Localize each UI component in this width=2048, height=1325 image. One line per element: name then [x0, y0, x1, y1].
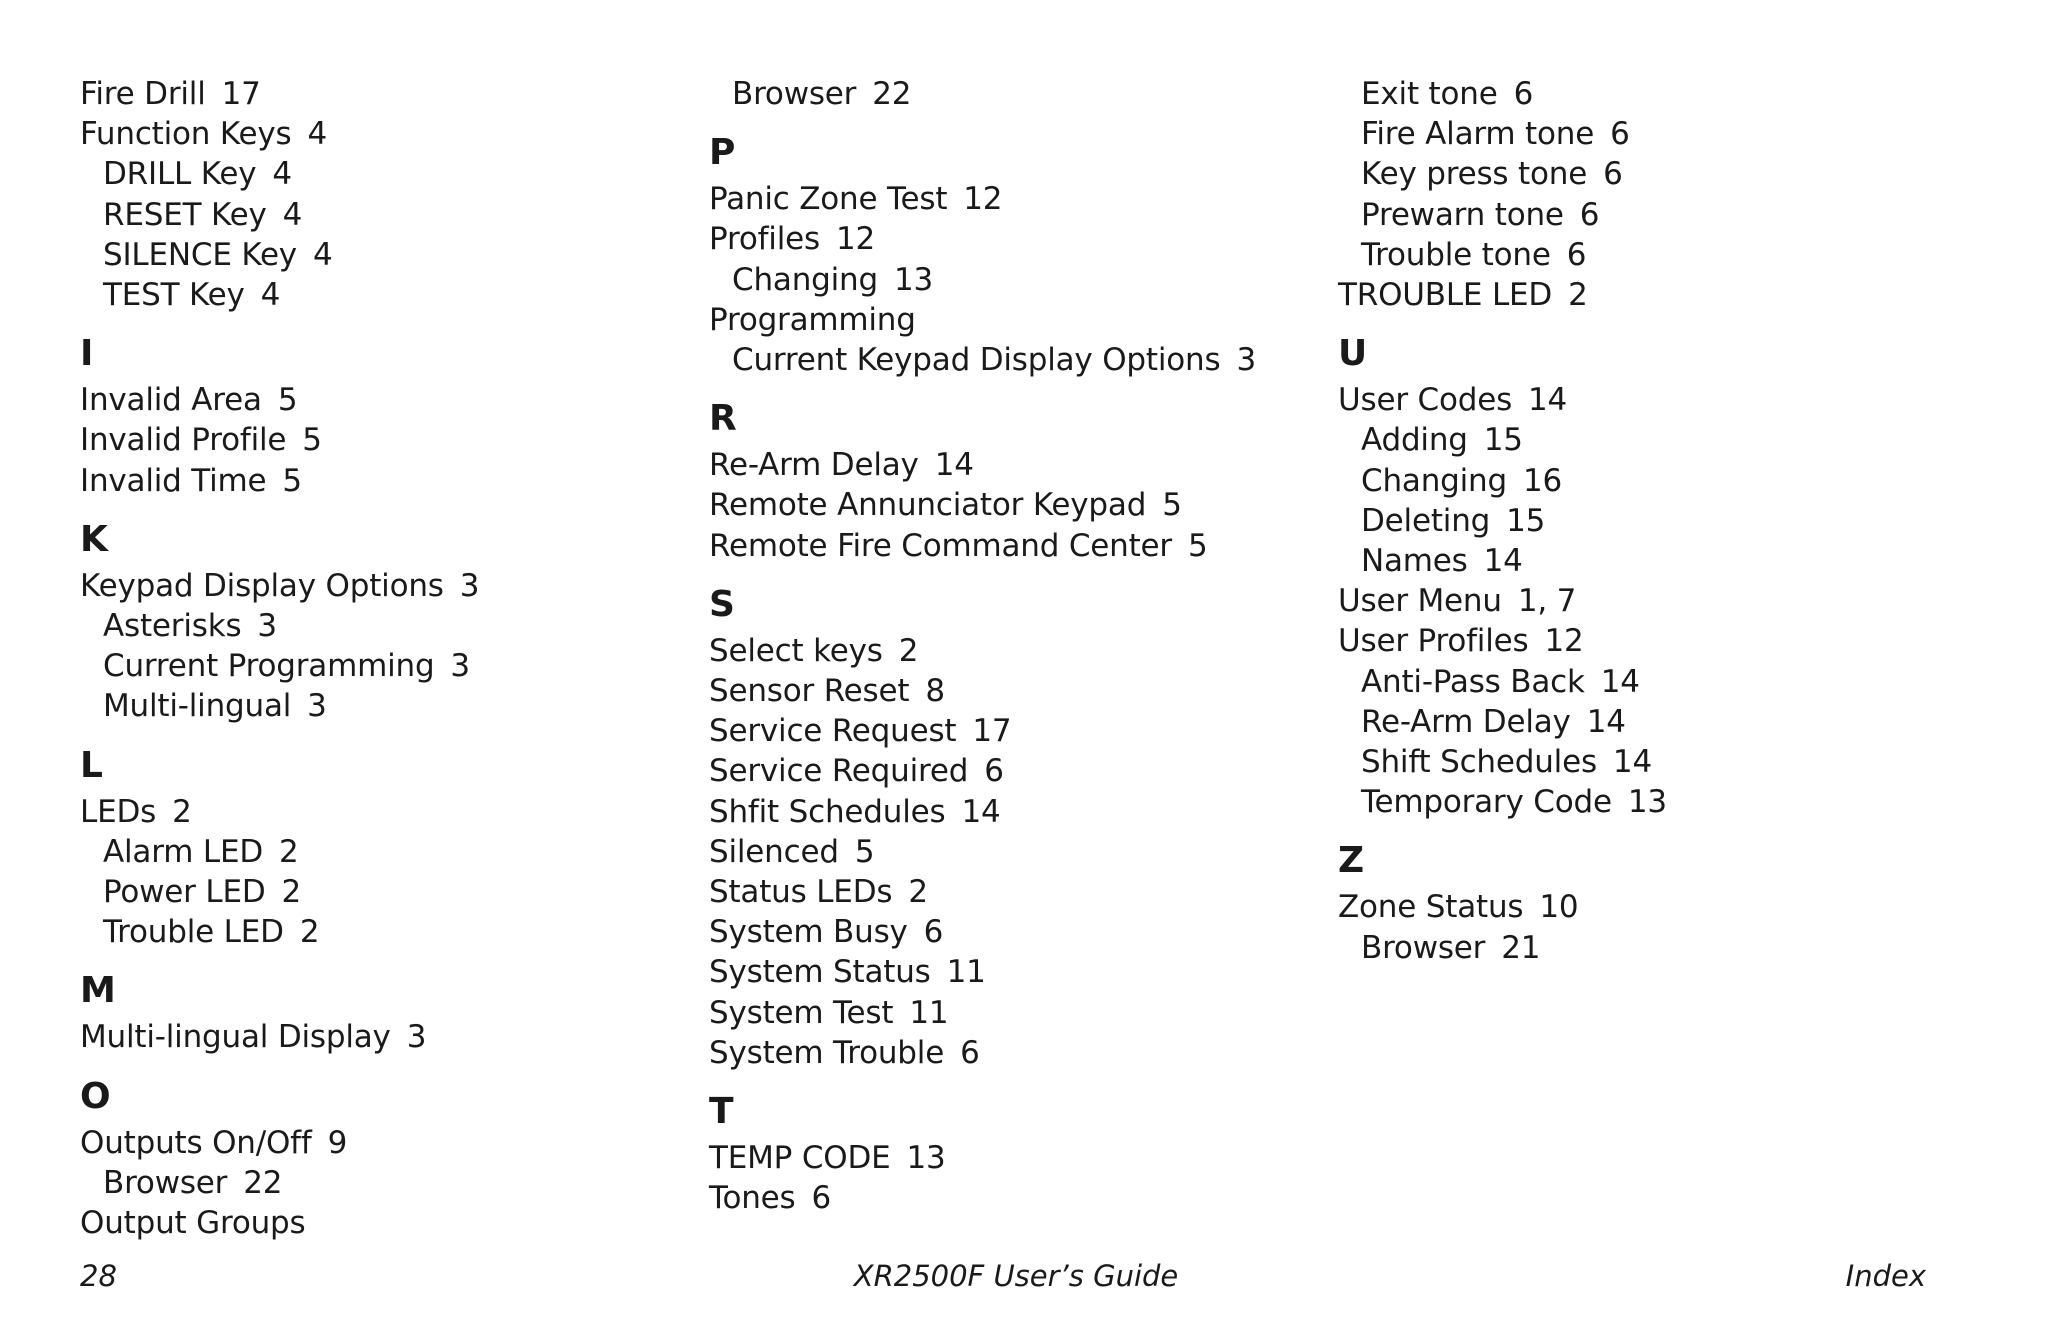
index-term: Keypad Display Options: [80, 567, 444, 604]
index-page-reference: 2: [281, 874, 302, 911]
index-page-reference: 10: [1539, 889, 1579, 926]
index-letter-heading: P: [709, 132, 736, 174]
index-entry: [80, 792, 700, 832]
index-page-reference: 6: [960, 1034, 980, 1071]
index-term: Invalid Time: [80, 462, 267, 499]
index-page-reference: 16: [1522, 462, 1562, 499]
index-page-reference: 2: [1568, 277, 1588, 314]
index-term: System Status: [709, 954, 931, 991]
index-term: User Profiles: [1338, 623, 1529, 660]
index-page-reference: 13: [906, 1140, 946, 1177]
index-entry: [1338, 275, 1958, 315]
footer-page-number: 28: [80, 1259, 117, 1293]
index-letter-heading: U: [1338, 333, 1368, 375]
index-term: Multi-lingual Display: [80, 1019, 391, 1056]
index-page-reference: 3: [450, 648, 470, 685]
index-subentry: [1338, 928, 1958, 968]
index-term: Trouble LED: [103, 914, 284, 951]
index-entry: [1338, 887, 1958, 927]
index-page-reference: 4: [307, 116, 327, 153]
index-page-reference: 6: [984, 753, 1004, 790]
index-letter-heading: M: [80, 970, 116, 1012]
index-entry: [80, 380, 700, 420]
index-page-reference: 4: [312, 236, 333, 273]
index-subentry: [80, 606, 700, 646]
index-page-reference: 3: [257, 608, 277, 645]
index-subentry: [1338, 74, 1958, 114]
index-term: Programming: [709, 301, 916, 338]
index-term: Alarm LED: [103, 833, 263, 870]
index-page-reference: 14: [1483, 543, 1523, 580]
index-page-reference: 14: [934, 447, 974, 484]
index-entry: [709, 631, 1329, 671]
index-subentry: [1338, 782, 1958, 822]
index-subentry: [1338, 235, 1958, 275]
index-term: Select keys: [709, 632, 883, 669]
index-entry: [709, 832, 1329, 872]
index-entry: [80, 461, 700, 501]
index-term: Panic Zone Test: [709, 181, 948, 218]
index-term: Tones: [709, 1180, 796, 1217]
index-page-reference: 4: [260, 277, 281, 314]
index-page-reference: 14: [961, 793, 1001, 830]
index-subentry: [80, 1163, 700, 1203]
index-page-reference: 5: [854, 833, 875, 870]
index-term: SILENCE Key: [103, 236, 297, 273]
index-term: RESET Key: [103, 196, 267, 233]
index-term: Profiles: [709, 221, 820, 258]
index-term: Current Programming: [103, 648, 435, 685]
index-subentry: [80, 872, 700, 912]
index-term: Re-Arm Delay: [1361, 703, 1571, 740]
index-letter-heading: L: [80, 744, 103, 786]
index-page-reference: 17: [221, 76, 261, 112]
index-term: Prewarn tone: [1361, 196, 1564, 233]
index-term: LEDs: [80, 793, 157, 830]
index-term: Names: [1361, 543, 1468, 580]
index-term: User Menu: [1338, 583, 1502, 620]
index-term: Fire Alarm tone: [1361, 116, 1595, 153]
index-page-reference: 4: [282, 196, 303, 233]
index-entry: [709, 671, 1329, 711]
index-entry: [80, 114, 700, 154]
index-term: Shift Schedules: [1361, 744, 1597, 781]
index-term: Sensor Reset: [709, 673, 910, 710]
index-term: Service Required: [709, 753, 969, 790]
index-term: Outputs On/Off: [80, 1124, 312, 1161]
index-letter-heading: I: [80, 333, 94, 375]
index-page-reference: 21: [1501, 929, 1541, 966]
index-term: Shfit Schedules: [709, 793, 946, 830]
index-subentry: [709, 74, 1329, 114]
index-subentry: [80, 912, 700, 952]
index-page-reference: 11: [946, 954, 986, 991]
index-entry: [80, 1017, 700, 1057]
index-term: Output Groups: [80, 1205, 306, 1242]
index-page-reference: 22: [243, 1164, 283, 1201]
index-term: Service Request: [709, 713, 957, 750]
index-subentry: [1338, 195, 1958, 235]
index-entry: [709, 445, 1329, 485]
index-entry: [709, 219, 1329, 259]
index-term: Adding: [1361, 422, 1468, 459]
index-page-reference: 6: [1513, 76, 1534, 112]
index-subentry: [709, 260, 1329, 300]
index-page-reference: 6: [811, 1180, 832, 1217]
index-entry: [709, 1138, 1329, 1178]
index-subentry: [80, 195, 700, 235]
index-page-reference: 2: [172, 793, 192, 830]
index-entry: [80, 1203, 700, 1243]
index-page-reference: 2: [898, 632, 919, 669]
index-letter-heading: Z: [1338, 840, 1365, 882]
index-column-3: [1338, 74, 1958, 968]
index-subentry: [80, 646, 700, 686]
index-subentry: [709, 340, 1329, 380]
index-page-reference: 6: [1610, 116, 1630, 153]
index-page-reference: 1, 7: [1517, 583, 1577, 620]
index-letter-heading: S: [709, 583, 735, 625]
index-term: Current Keypad Display Options: [732, 342, 1221, 379]
index-subentry: [80, 686, 700, 726]
index-term: TROUBLE LED: [1338, 277, 1553, 314]
index-term: Multi-lingual: [103, 688, 292, 725]
index-subentry: [1338, 420, 1958, 460]
index-entry: [1338, 581, 1958, 621]
index-term: Browser: [1361, 929, 1486, 966]
index-term: Anti-Pass Back: [1361, 663, 1585, 700]
index-page-reference: 5: [1162, 487, 1182, 524]
index-entry: [709, 993, 1329, 1033]
index-letter-heading: R: [709, 398, 737, 440]
index-page-reference: 3: [307, 688, 327, 725]
index-term: Invalid Area: [80, 382, 262, 419]
index-entry: [80, 566, 700, 606]
index-page-reference: 14: [1612, 744, 1652, 781]
index-term: Zone Status: [1338, 889, 1524, 926]
index-entry: [709, 1178, 1329, 1218]
index-page-reference: 14: [1528, 382, 1568, 419]
index-page-reference: 5: [1187, 527, 1208, 564]
index-letter-heading: K: [80, 518, 108, 560]
index-entry: [709, 485, 1329, 525]
index-subentry: [1338, 154, 1958, 194]
index-term: Power LED: [103, 874, 266, 911]
index-term: Remote Annunciator Keypad: [709, 487, 1147, 524]
index-term: System Busy: [709, 914, 908, 951]
index-term: Fire Drill: [80, 76, 206, 112]
index-letter-heading: T: [709, 1091, 734, 1133]
index-entry: [709, 872, 1329, 912]
index-page-reference: 15: [1506, 502, 1546, 539]
index-entry: [709, 526, 1329, 566]
index-term: Deleting: [1361, 502, 1491, 539]
index-page-reference: 4: [272, 156, 292, 193]
index-entry: [709, 952, 1329, 992]
index-subentry: [1338, 501, 1958, 541]
index-term: Browser: [103, 1164, 228, 1201]
index-term: Asterisks: [103, 608, 242, 645]
index-term: DRILL Key: [103, 156, 257, 193]
index-page-reference: 3: [459, 567, 480, 604]
index-entry: [80, 74, 700, 114]
index-column-1: [80, 74, 700, 1243]
index-page-reference: 2: [908, 874, 928, 911]
index-entry: [709, 792, 1329, 832]
index-entry: [709, 179, 1329, 219]
index-term: System Test: [709, 994, 894, 1031]
index-entry: [1338, 380, 1958, 420]
index-entry: [709, 751, 1329, 791]
index-page-reference: 17: [972, 713, 1012, 750]
index-letter-heading: O: [80, 1075, 111, 1117]
index-subentry: [1338, 461, 1958, 501]
index-subentry: [1338, 742, 1958, 782]
index-subentry: [80, 275, 700, 315]
index-page-reference: 5: [282, 462, 302, 499]
index-page-reference: 13: [1627, 784, 1667, 821]
index-term: TEMP CODE: [709, 1140, 891, 1177]
index-term: Silenced: [709, 833, 839, 870]
index-entry: [80, 420, 700, 460]
index-page-reference: 8: [925, 673, 945, 710]
index-subentry: [80, 235, 700, 275]
index-page-reference: 12: [963, 181, 1003, 218]
index-entry: [709, 912, 1329, 952]
index-entry: [80, 1123, 700, 1163]
footer-section-name: Index: [1845, 1259, 1926, 1293]
index-subentry: [80, 832, 700, 872]
index-column-2: [709, 74, 1329, 1218]
index-page-reference: 6: [1603, 156, 1623, 193]
index-page-reference: 9: [327, 1124, 348, 1161]
index-term: Function Keys: [80, 116, 292, 153]
index-term: Re-Arm Delay: [709, 447, 919, 484]
index-entry: [709, 711, 1329, 751]
index-page-reference: 3: [1236, 342, 1256, 379]
index-subentry: [1338, 114, 1958, 154]
index-page-reference: 14: [1600, 663, 1640, 700]
index-term: Changing: [1361, 462, 1507, 499]
footer-document-title: XR2500F User’s Guide: [853, 1259, 1179, 1293]
index-page-reference: 11: [909, 994, 949, 1031]
index-term: User Codes: [1338, 382, 1513, 419]
index-entry: [709, 1033, 1329, 1073]
index-term: Key press tone: [1361, 156, 1588, 193]
index-page-reference: 6: [1566, 236, 1587, 273]
index-term: Browser: [732, 76, 857, 112]
index-page-reference: 15: [1483, 422, 1523, 459]
index-term: Trouble tone: [1361, 236, 1551, 273]
index-page-reference: 12: [835, 221, 875, 258]
index-page-reference: 5: [277, 382, 298, 419]
index-page-reference: 12: [1544, 623, 1584, 660]
index-term: Changing: [732, 261, 878, 298]
index-term: Status LEDs: [709, 874, 893, 911]
index-entry: [1338, 621, 1958, 661]
index-term: Temporary Code: [1361, 784, 1612, 821]
index-page-reference: 6: [1579, 196, 1600, 233]
index-page-reference: 2: [299, 914, 320, 951]
index-subentry: [1338, 541, 1958, 581]
index-subentry: [1338, 702, 1958, 742]
index-term: Invalid Profile: [80, 422, 287, 459]
index-subentry: [1338, 662, 1958, 702]
index-page-reference: 2: [279, 833, 299, 870]
index-page-reference: 22: [872, 76, 912, 112]
index-page-reference: 14: [1586, 703, 1626, 740]
index-page-reference: 3: [406, 1019, 427, 1056]
index-term: Remote Fire Command Center: [709, 527, 1172, 564]
index-page-reference: 6: [923, 914, 944, 951]
index-page-reference: 5: [302, 422, 322, 459]
index-term: Exit tone: [1361, 76, 1498, 112]
index-term: TEST Key: [103, 277, 245, 314]
index-page-reference: 13: [893, 261, 933, 298]
index-entry: [709, 300, 1329, 340]
index-term: System Trouble: [709, 1034, 945, 1071]
index-subentry: [80, 154, 700, 194]
